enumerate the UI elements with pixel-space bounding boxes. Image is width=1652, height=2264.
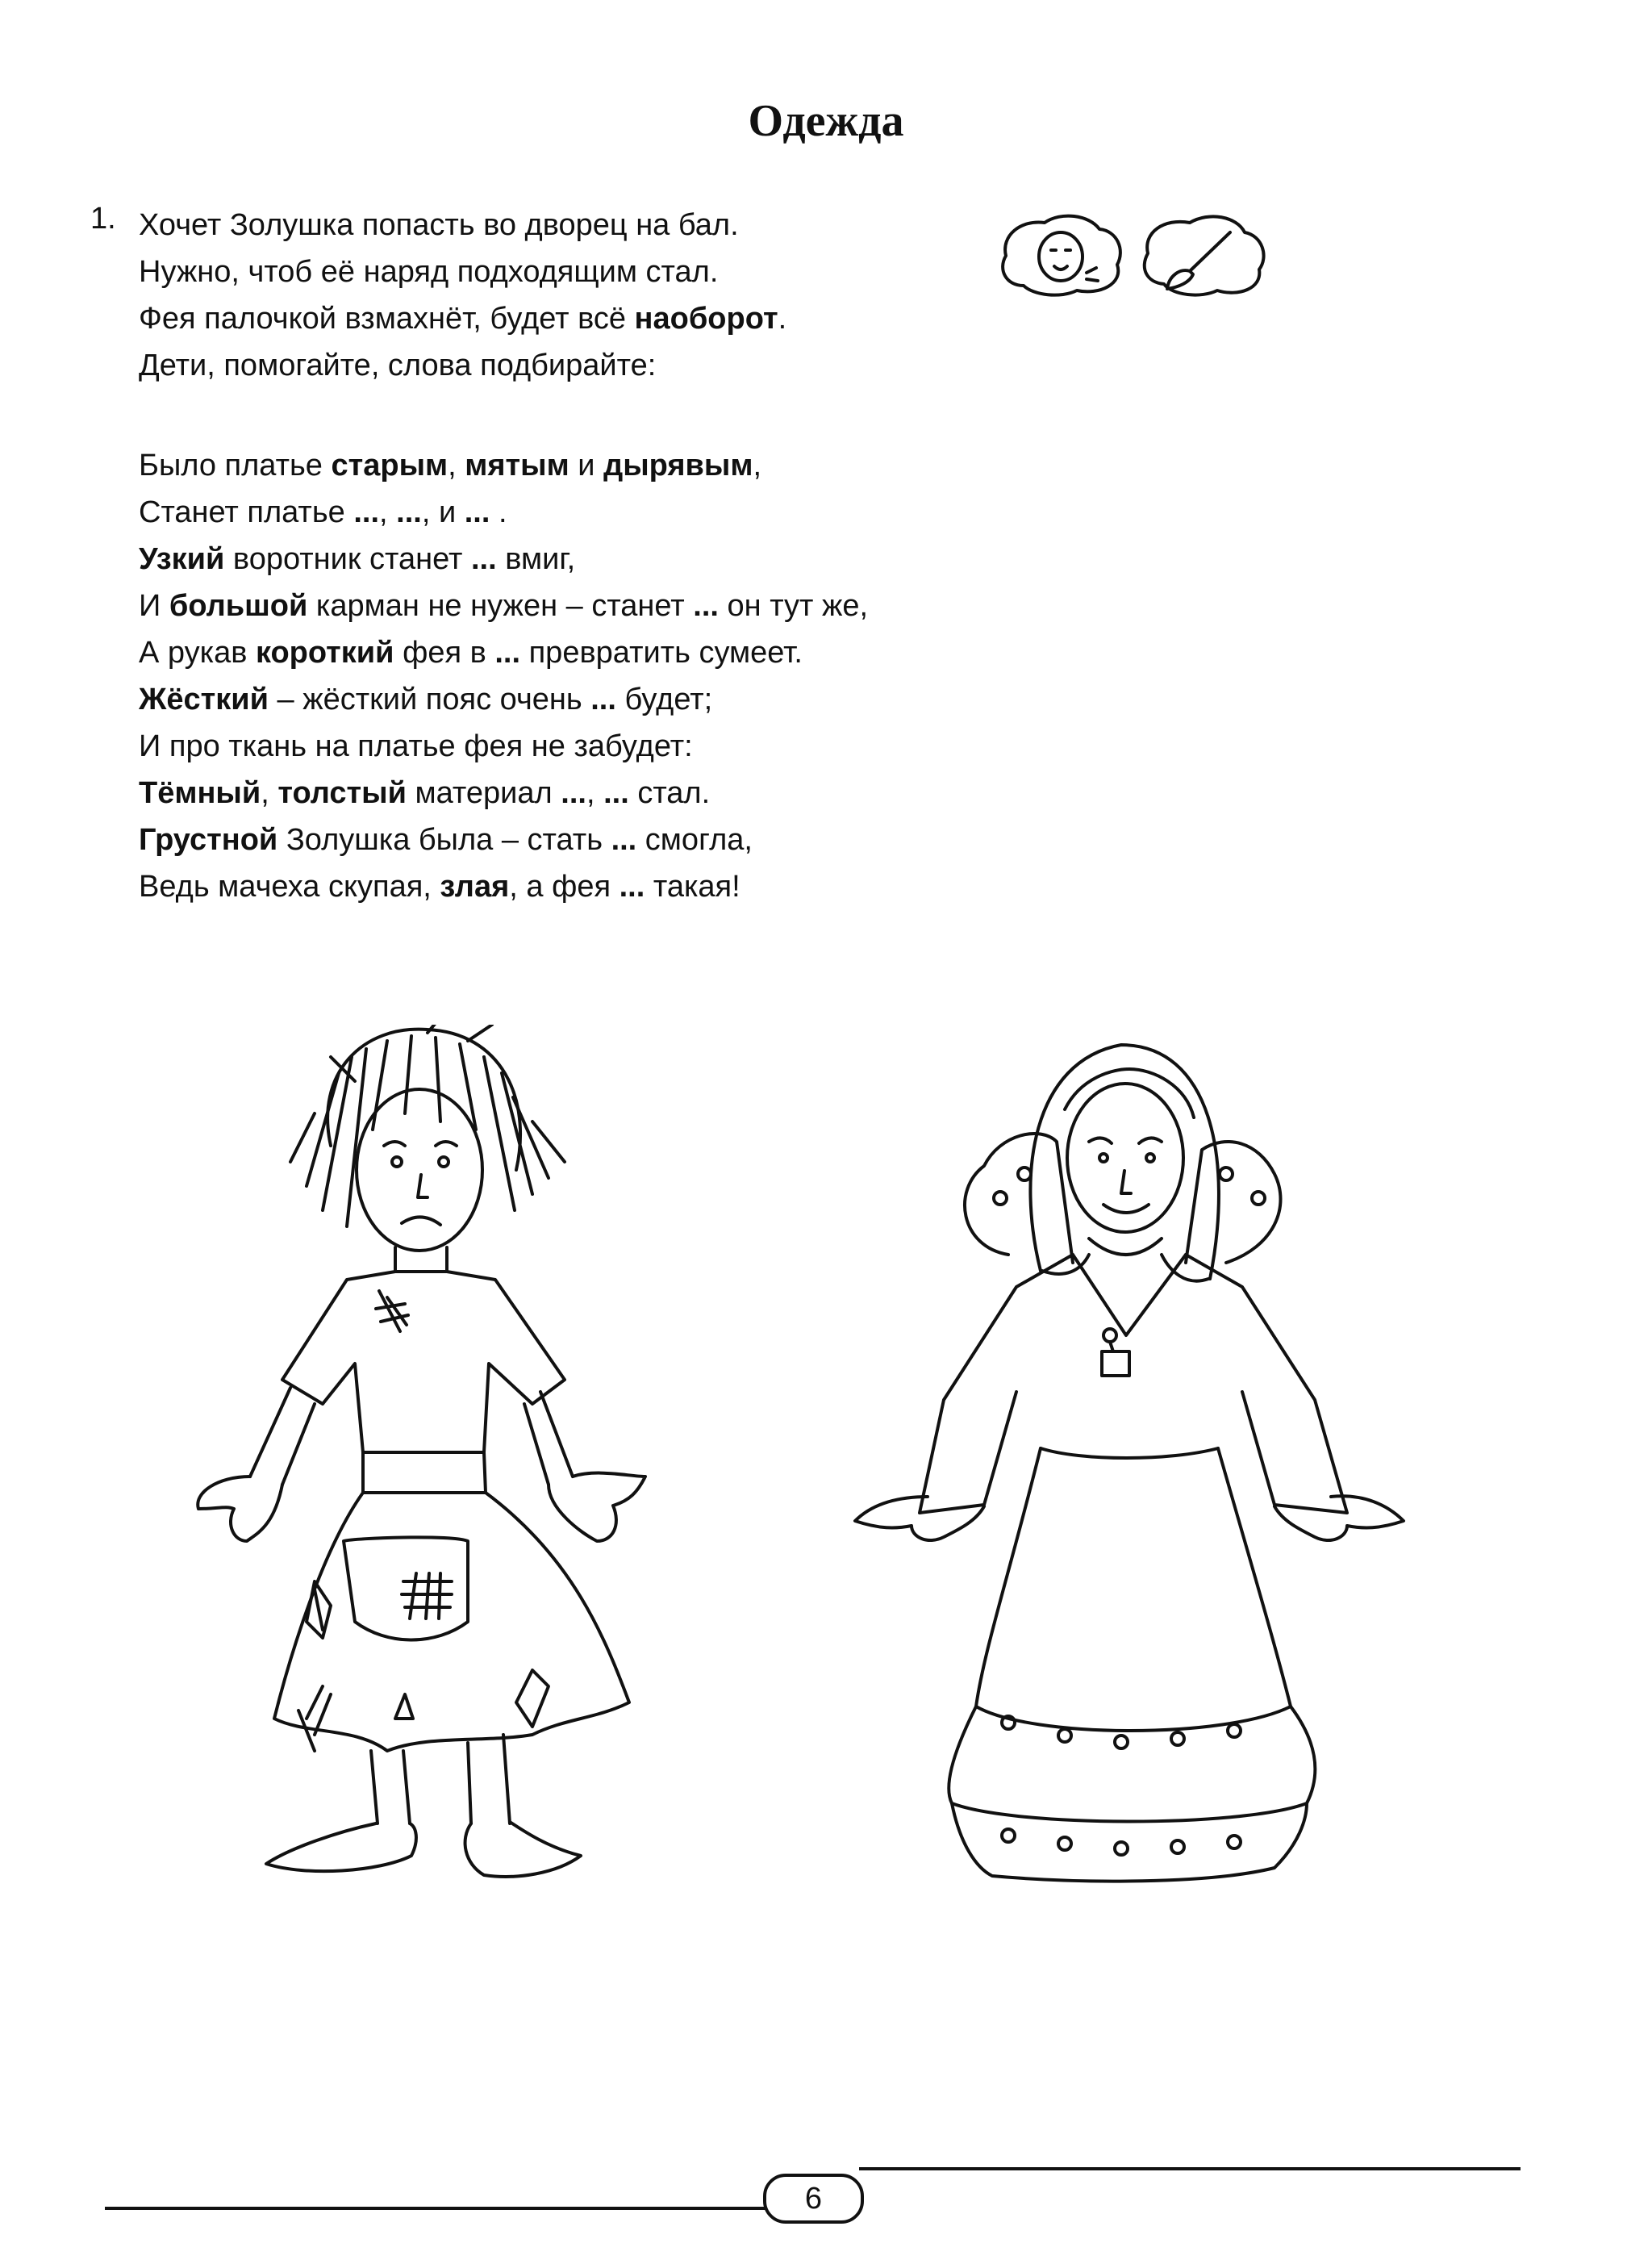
page-title: Одежда: [748, 96, 904, 146]
verse-line: Нужно, чтоб её наряд подходящим стал.: [139, 255, 719, 289]
paintbrush-icon: [1145, 216, 1264, 294]
verse-line: Станет платье ..., ..., и ... .: [139, 495, 507, 529]
speaking-face-icon: [1003, 216, 1120, 295]
verse-line: Фея палочкой взмахнёт, будет всё наоборот.: [139, 302, 787, 336]
page-number: 6: [763, 2174, 864, 2224]
verse-line: Было платье старым, мятым и дырявым,: [139, 449, 762, 482]
verse-line: И про ткань на платье фея не забудет:: [139, 729, 693, 763]
verse-line: Тёмный, толстый материал ..., ... стал.: [139, 776, 711, 810]
verse-line: И большой карман не нужен – станет ... он тут же,: [139, 589, 869, 623]
task-poem: [139, 442, 868, 910]
verse-line: Хочет Золушка попасть во дворец на бал.: [139, 208, 739, 242]
task-intro: [139, 202, 786, 389]
verse-line: Грустной Золушка была – стать ... смогла,: [139, 823, 753, 857]
verse-line: Дети, помогайте, слова подбирайте:: [139, 349, 657, 382]
cinderella-ballgown-illustration: [823, 1013, 1436, 1888]
cinderella-ragged-illustration: [194, 1025, 710, 1884]
footer-line-right: [859, 2167, 1521, 2170]
verse-line: Жёсткий – жёсткий пояс очень ... будет;: [139, 683, 713, 716]
verse-line: А рукав короткий фея в ... превратить сумеет.: [139, 636, 803, 670]
footer-line-left: [105, 2207, 766, 2210]
verse-line: Ведь мачеха скупая, злая, а фея ... такая!: [139, 870, 740, 904]
hint-icons: [996, 211, 1270, 304]
task-number: 1.: [90, 202, 116, 236]
verse-line: Узкий воротник станет ... вмиг,: [139, 542, 576, 576]
